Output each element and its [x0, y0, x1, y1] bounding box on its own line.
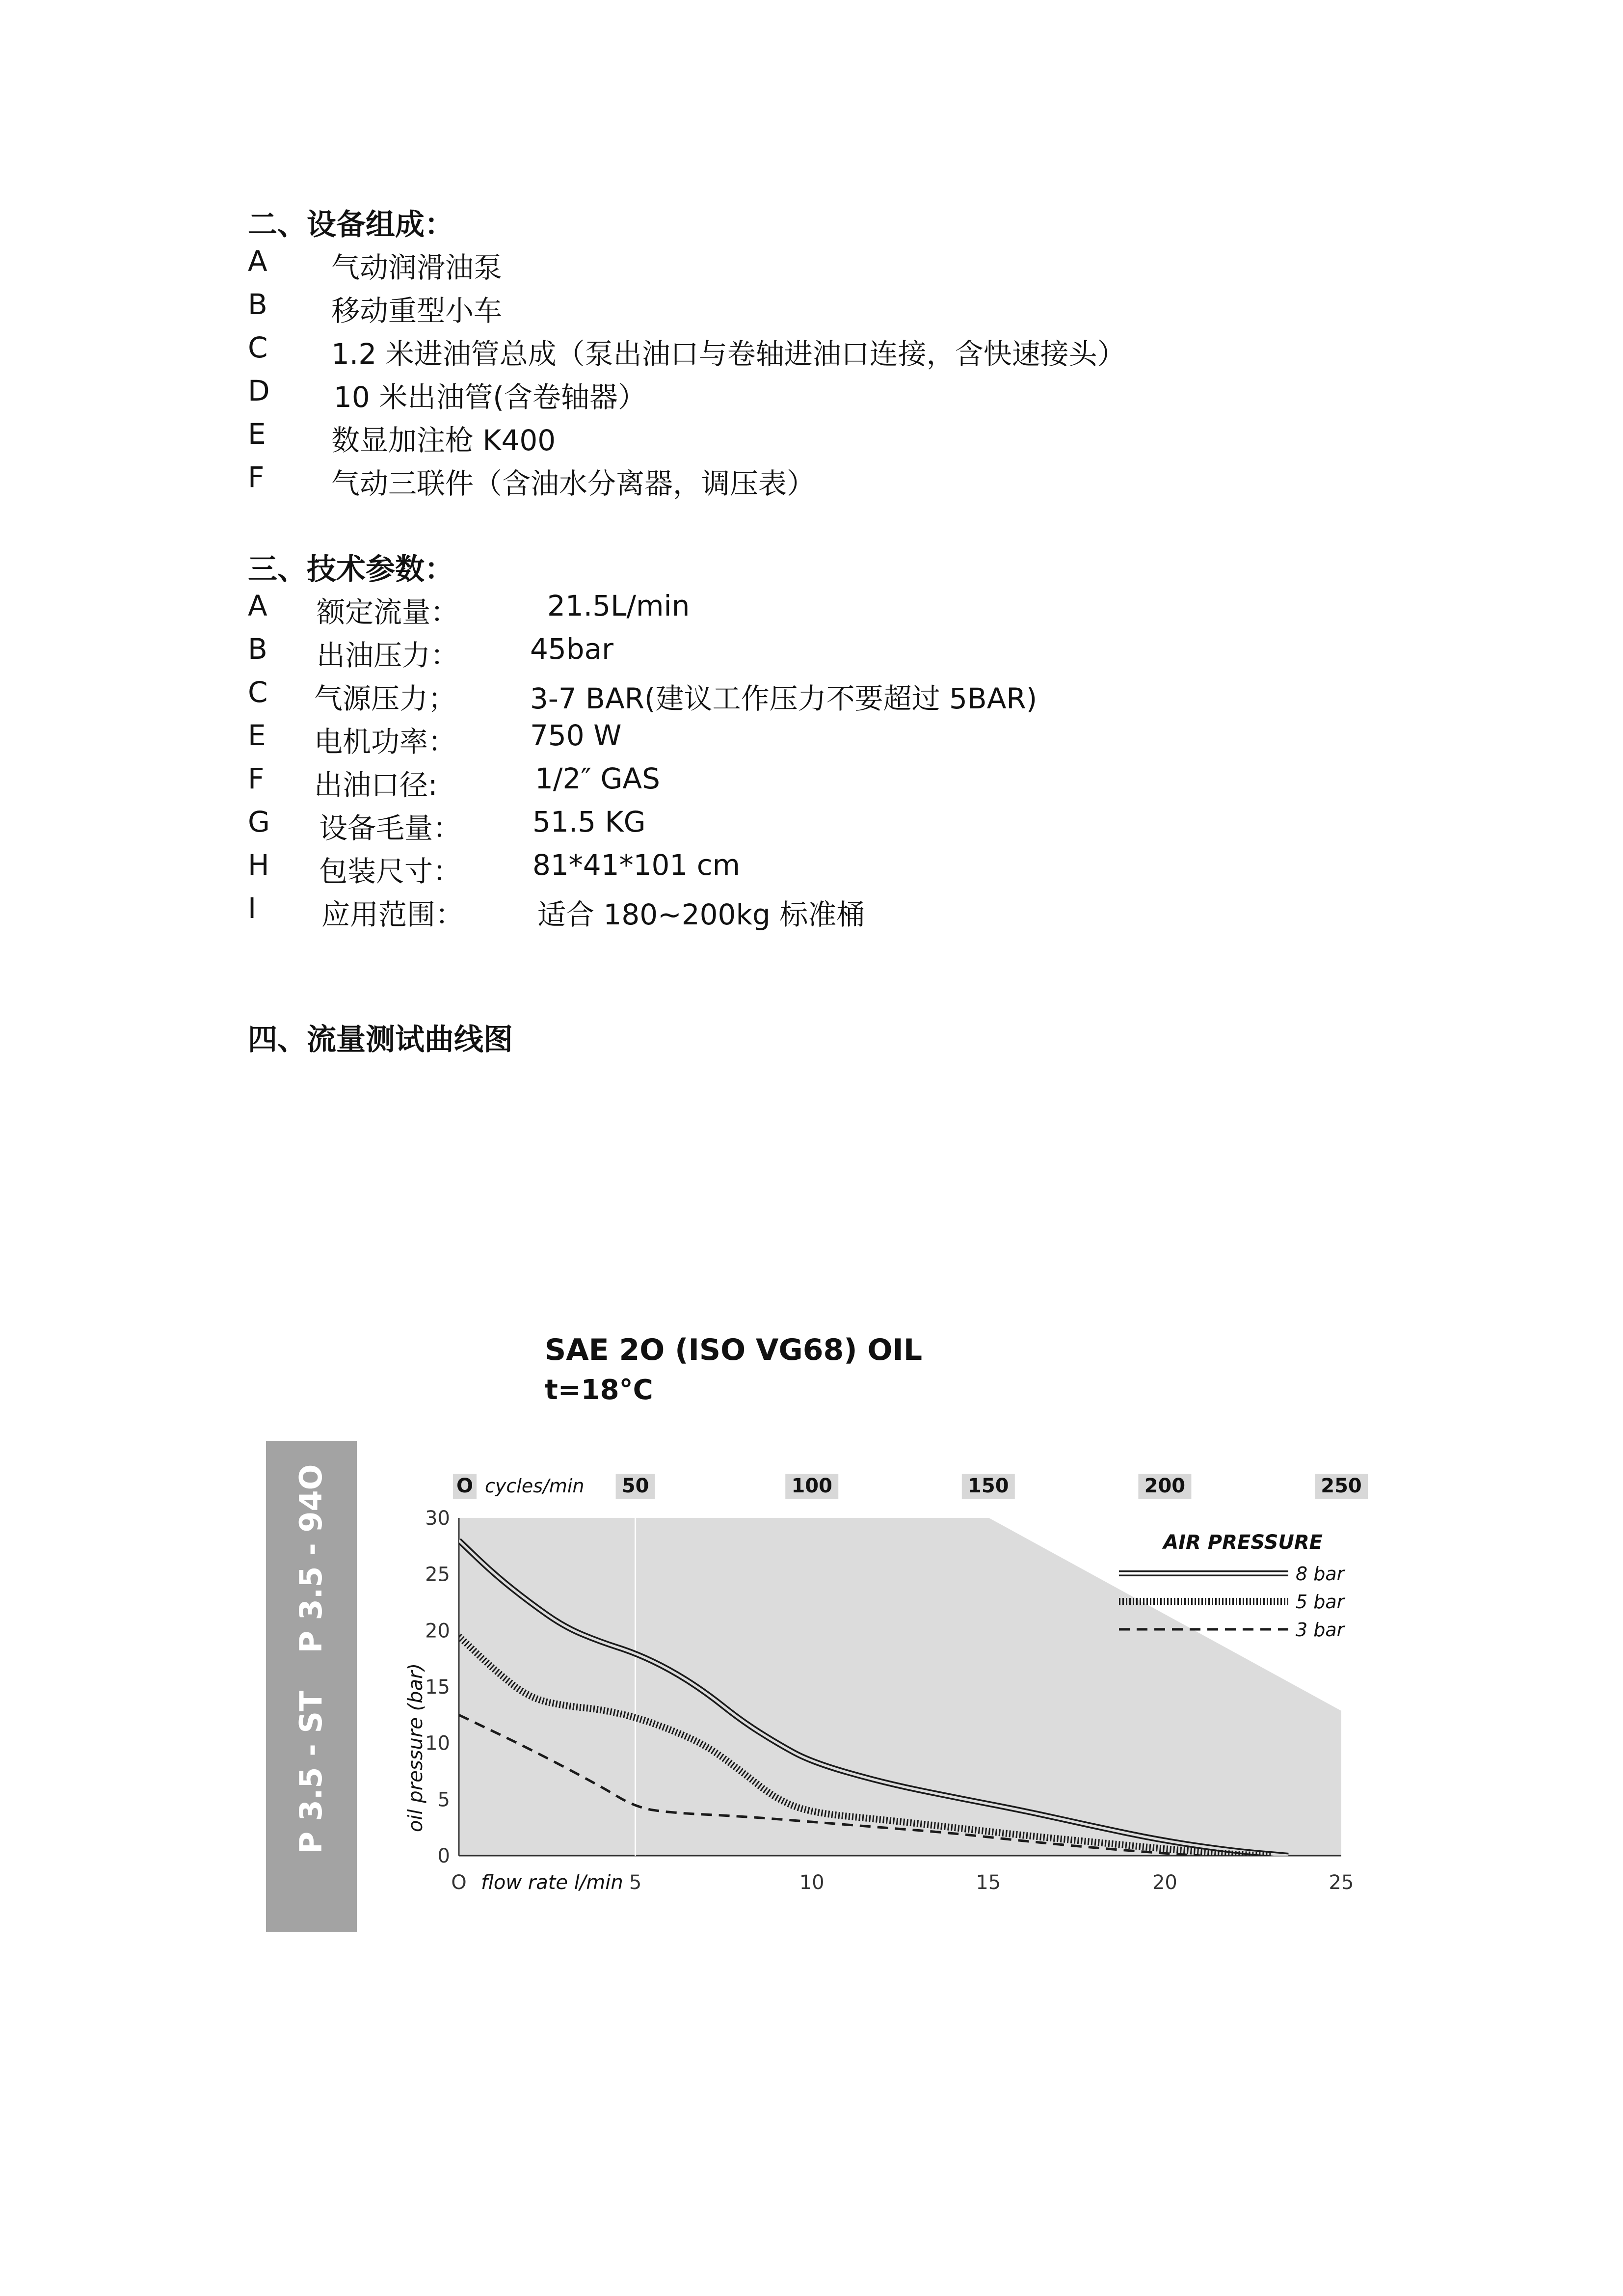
flow-test-chart — [240, 1321, 1379, 1969]
param-value: 21.5L/min — [547, 589, 690, 622]
param-letter: H — [248, 848, 269, 882]
param-label: 设备毛量： — [319, 811, 462, 845]
param-letter: F — [248, 762, 265, 795]
legend-label: 5 bar — [1296, 1591, 1345, 1613]
top-tick-label: 50 — [621, 1475, 649, 1497]
chart-svg — [240, 1321, 1379, 1969]
x-tick-label: 15 — [976, 1871, 1001, 1894]
legend-label: 8 bar — [1296, 1563, 1345, 1585]
x-tick-label: 25 — [1329, 1871, 1354, 1894]
x-tick-label: 10 — [799, 1871, 825, 1894]
top-tick-label: O — [456, 1475, 474, 1497]
param-letter: B — [248, 632, 267, 666]
param-value: 51.5 KG — [532, 805, 646, 838]
param-value: 81*41*101 cm — [532, 848, 741, 882]
item-text: 10 米出油管(含卷轴器） — [334, 380, 646, 414]
top-tick-label: 250 — [1321, 1475, 1362, 1497]
y-tick-label: 0 — [437, 1845, 450, 1867]
param-letter: C — [248, 675, 268, 709]
param-value: 45bar — [530, 632, 614, 666]
y-tick-label: 25 — [425, 1563, 450, 1586]
section-parameters-title: 三、技术参数： — [248, 552, 454, 587]
param-value: 1/2″ GAS — [535, 762, 660, 795]
param-label: 额定流量： — [317, 595, 459, 629]
y-tick-label: 20 — [425, 1620, 450, 1643]
y-tick-label: 30 — [425, 1507, 450, 1530]
param-label: 电机功率： — [314, 725, 457, 758]
item-text: 气动润滑油泵 — [331, 251, 503, 284]
section-flow-test-title: 四、流量测试曲线图 — [248, 1023, 513, 1057]
legend-label: 3 bar — [1296, 1619, 1345, 1641]
x-tick-label: O — [451, 1871, 467, 1894]
item-text: 移动重型小车 — [331, 294, 503, 327]
param-label: 气源压力； — [314, 682, 457, 715]
param-letter: E — [248, 719, 266, 752]
param-letter: G — [248, 805, 270, 838]
y-tick-label: 5 — [437, 1788, 450, 1811]
item-letter: E — [248, 417, 266, 451]
param-letter: A — [248, 589, 267, 622]
chart-title: SAE 2O (ISO VG68) OIL — [545, 1333, 923, 1367]
x-axis-label: flow rate l/min — [481, 1871, 623, 1894]
x-tick-label: 20 — [1152, 1871, 1177, 1894]
legend-title: AIR PRESSURE — [1163, 1531, 1323, 1554]
param-label: 出油压力： — [317, 639, 459, 672]
model-label-940: P 3.5 - 94O — [293, 1464, 329, 1653]
item-text: 数显加注枪 K400 — [331, 424, 556, 457]
param-value: 750 W — [530, 719, 622, 752]
item-letter: D — [248, 374, 270, 407]
param-value: 适合 180~200kg 标准桶 — [537, 898, 865, 931]
top-tick-label: 100 — [791, 1475, 832, 1497]
y-tick-label: 10 — [425, 1732, 450, 1755]
section-composition-title: 二、设备组成： — [248, 208, 454, 242]
param-label: 应用范围： — [321, 898, 464, 931]
y-axis-ticks — [425, 1507, 450, 1867]
param-value: 3-7 BAR(建议工作压力不要超过 5BAR) — [530, 682, 1038, 715]
top-axis — [453, 1474, 1368, 1499]
model-label-st: P 3.5 - ST — [293, 1690, 329, 1854]
param-label: 出油口径: — [314, 768, 438, 802]
y-tick-label: 15 — [425, 1676, 450, 1699]
item-letter: A — [248, 244, 267, 278]
chart-subtitle: t=18°C — [545, 1374, 653, 1406]
param-label: 包装尺寸： — [319, 855, 462, 888]
item-letter: F — [248, 460, 265, 494]
item-text: 气动三联件（含油水分离器，调压表） — [331, 467, 816, 500]
top-tick-label: 150 — [968, 1475, 1009, 1497]
x-tick-label: 5 — [629, 1871, 642, 1894]
y-axis-label: oil pressure (bar) — [404, 1663, 427, 1833]
top-axis-label: cycles/min — [485, 1475, 585, 1497]
item-text: 1.2 米进油管总成（泵出油口与卷轴进油口连接，含快速接头） — [331, 337, 1126, 371]
param-letter: I — [248, 891, 257, 925]
item-letter: B — [248, 288, 267, 321]
item-letter: C — [248, 331, 268, 364]
top-tick-label: 200 — [1144, 1475, 1186, 1497]
